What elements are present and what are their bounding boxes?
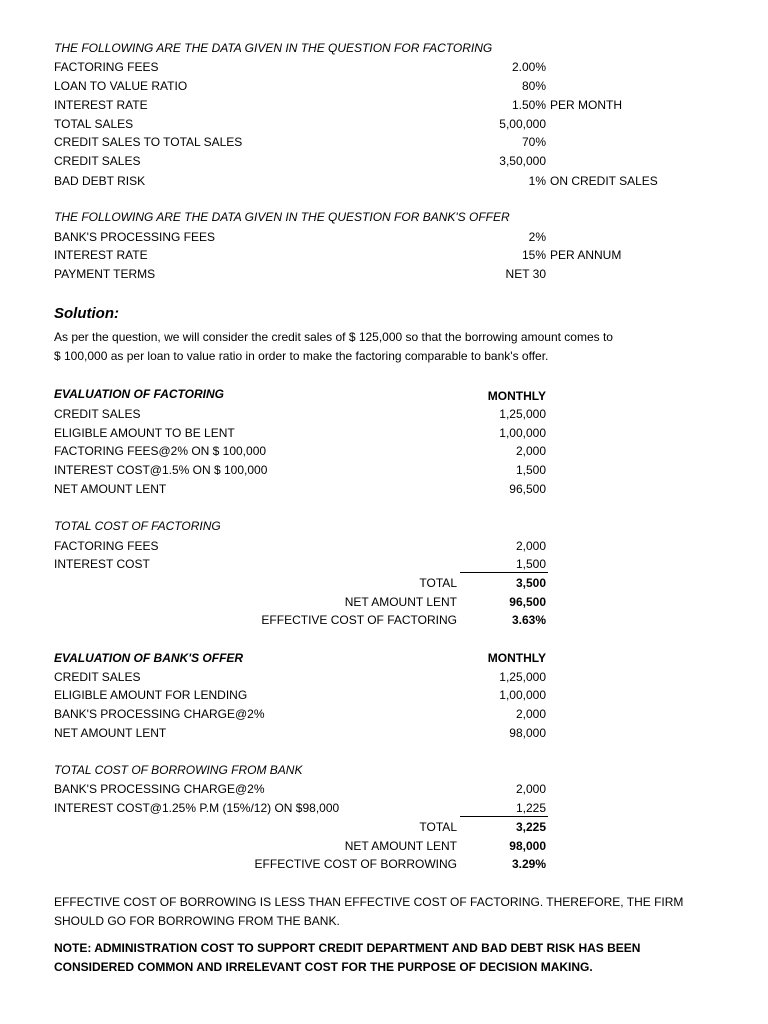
factoring-row-value: 5,00,000: [499, 117, 546, 131]
cost-factoring-effective-value: 3.63%: [511, 613, 546, 627]
bank-data-heading: THE FOLLOWING ARE THE DATA GIVEN IN THE QUESTION FOR BANK'S OFFER: [54, 210, 510, 224]
factoring-row-value: 70%: [521, 135, 546, 149]
eval-factoring-row-value: 1,25,000: [499, 407, 546, 421]
cost-factoring-row-label: INTEREST COST: [54, 557, 150, 571]
factoring-row-value: 1.50%: [511, 98, 546, 112]
bank-row-value: 15%: [521, 248, 546, 262]
cost-bank-row-label: BANK'S PROCESSING CHARGE@2%: [54, 782, 265, 796]
factoring-row-label: TOTAL SALES: [54, 117, 134, 131]
factoring-row-value: 80%: [521, 79, 546, 93]
eval-factoring-row-label: INTEREST COST@1.5% ON $ 100,000: [54, 463, 268, 477]
eval-bank-row-value: 1,00,000: [499, 688, 546, 702]
bank-row-value: NET 30: [505, 267, 546, 281]
eval-factoring-row-value: 1,500: [515, 463, 546, 477]
cost-factoring-row-value: 2,000: [515, 539, 546, 553]
eval-factoring-row-label: ELIGIBLE AMOUNT TO BE LENT: [54, 426, 235, 440]
factoring-row-label: INTEREST RATE: [54, 98, 148, 112]
eval-factoring-row-label: FACTORING FEES@2% ON $ 100,000: [54, 444, 267, 458]
factoring-row-label: FACTORING FEES: [54, 60, 159, 74]
conclusion-text: EFFECTIVE COST OF BORROWING IS LESS THAN EFFECTIVE COST OF FACTORING. THEREFORE, THE FIRM SHOULD GO FOR BORROWING FROM THE BANK.: [54, 895, 684, 928]
cost-bank-row-value: 2,000: [515, 782, 546, 796]
factoring-row-unit: ON CREDIT SALES: [550, 174, 658, 188]
eval-bank-row-label: CREDIT SALES: [54, 670, 141, 684]
cost-factoring-effective-label: EFFECTIVE COST OF FACTORING: [261, 613, 457, 627]
eval-bank-row-label: BANK'S PROCESSING CHARGE@2%: [54, 707, 265, 721]
cost-bank-effective-label: EFFECTIVE COST OF BORROWING: [254, 857, 457, 871]
cost-bank-heading: TOTAL COST OF BORROWING FROM BANK: [54, 763, 303, 777]
eval-bank-col-header: MONTHLY: [487, 651, 546, 665]
solution-title: Solution:: [54, 305, 119, 322]
factoring-row-label: CREDIT SALES: [54, 154, 141, 168]
cost-factoring-heading: TOTAL COST OF FACTORING: [54, 519, 221, 533]
cost-bank-net-value: 98,000: [509, 839, 546, 853]
total-underline: [460, 816, 548, 817]
factoring-row-value: 1%: [528, 174, 546, 188]
factoring-row-label: CREDIT SALES TO TOTAL SALES: [54, 135, 243, 149]
eval-factoring-row-value: 96,500: [509, 482, 546, 496]
eval-bank-row-value: 1,25,000: [499, 670, 546, 684]
factoring-row-label: BAD DEBT RISK: [54, 174, 146, 188]
factoring-row-value: 2.00%: [511, 60, 546, 74]
cost-bank-row-label: INTEREST COST@1.25% P.M (15%/12) ON $98,000: [54, 801, 340, 815]
eval-bank-heading: EVALUATION OF BANK'S OFFER: [54, 651, 244, 665]
cost-factoring-net-label: NET AMOUNT LENT: [344, 595, 457, 609]
decision-note: NOTE: ADMINISTRATION COST TO SUPPORT CREDIT DEPARTMENT AND BAD DEBT RISK HAS BEEN CONSIDERED COMMON AND IRRELEVANT COST FOR THE PURPOSE OF DECISION MAKING.: [54, 941, 641, 974]
cost-factoring-row-value: 1,500: [515, 557, 546, 571]
cost-factoring-row-label: FACTORING FEES: [54, 539, 159, 553]
eval-factoring-col-header: MONTHLY: [487, 389, 546, 403]
cost-bank-net-label: NET AMOUNT LENT: [344, 839, 457, 853]
factoring-row-label: LOAN TO VALUE RATIO: [54, 79, 188, 93]
bank-row-unit: PER ANNUM: [550, 248, 622, 262]
eval-bank-row-value: 2,000: [515, 707, 546, 721]
eval-factoring-heading: EVALUATION OF FACTORING: [54, 387, 224, 401]
eval-bank-row-label: ELIGIBLE AMOUNT FOR LENDING: [54, 688, 248, 702]
cost-bank-total-label: TOTAL: [419, 820, 457, 834]
cost-factoring-net-value: 96,500: [509, 595, 546, 609]
eval-bank-row-label: NET AMOUNT LENT: [54, 726, 167, 740]
eval-factoring-row-value: 1,00,000: [499, 426, 546, 440]
cost-factoring-total-value: 3,500: [515, 576, 546, 590]
eval-factoring-row-label: CREDIT SALES: [54, 407, 141, 421]
bank-row-label: PAYMENT TERMS: [54, 267, 156, 281]
eval-factoring-row-value: 2,000: [515, 444, 546, 458]
factoring-data-heading: THE FOLLOWING ARE THE DATA GIVEN IN THE QUESTION FOR FACTORING: [54, 41, 493, 55]
solution-intro: As per the question, we will consider the credit sales of $ 125,000 so that the borrowing amount comes to $ 100,000 as per loan to value ratio in order to make the factoring comparable to bank's offer.: [54, 330, 613, 363]
cost-bank-total-value: 3,225: [515, 820, 546, 834]
eval-bank-row-value: 98,000: [509, 726, 546, 740]
bank-row-label: INTEREST RATE: [54, 248, 148, 262]
eval-factoring-row-label: NET AMOUNT LENT: [54, 482, 167, 496]
factoring-row-unit: PER MONTH: [550, 98, 622, 112]
cost-bank-effective-value: 3.29%: [511, 857, 546, 871]
factoring-row-value: 3,50,000: [499, 154, 546, 168]
bank-row-value: 2%: [528, 230, 546, 244]
cost-bank-row-value: 1,225: [515, 801, 546, 815]
bank-row-label: BANK'S PROCESSING FEES: [54, 230, 215, 244]
cost-factoring-total-label: TOTAL: [419, 576, 457, 590]
total-underline: [460, 572, 548, 573]
